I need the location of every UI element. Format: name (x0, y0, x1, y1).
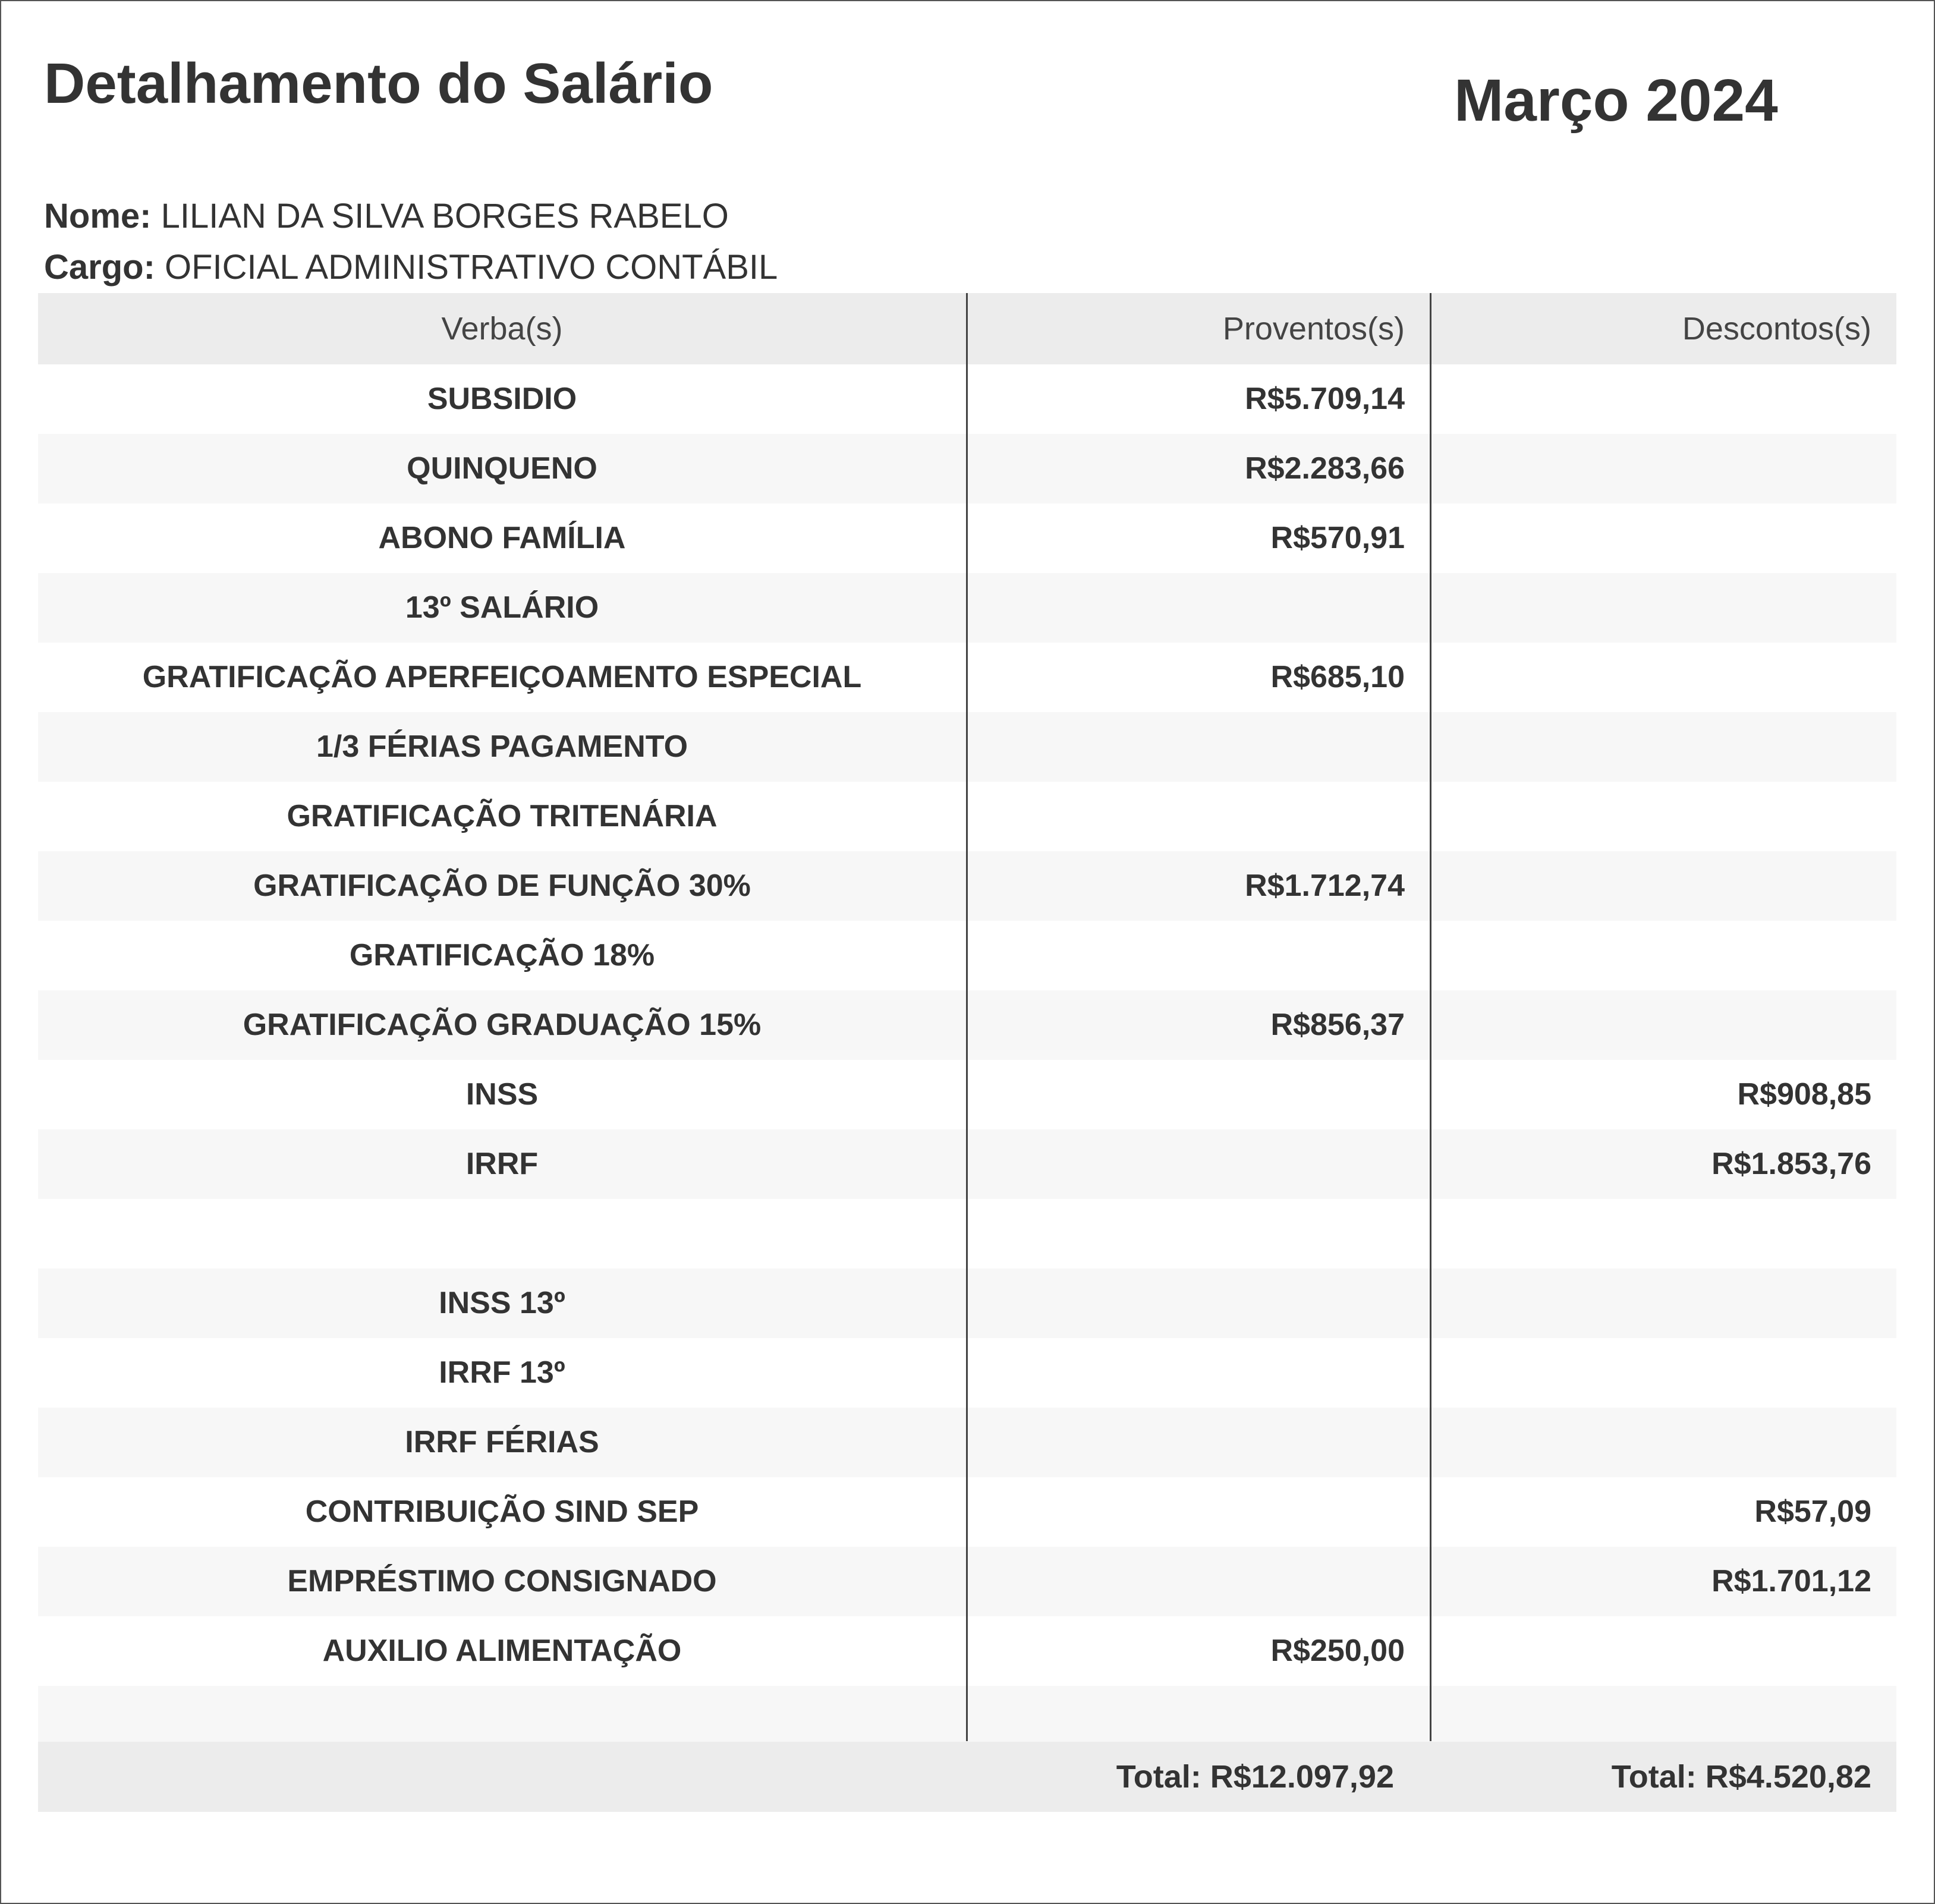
cell-provento: R$5.709,14 (1245, 382, 1405, 416)
total-descontos: Total: R$4.520,82 (1611, 1759, 1871, 1795)
cell-verba: IRRF FÉRIAS (405, 1425, 599, 1459)
cell-desconto (1430, 1408, 1896, 1477)
cell-verba: INSS 13º (439, 1286, 565, 1320)
cell-provento: R$250,00 (1270, 1634, 1405, 1668)
role-label: Cargo: (44, 248, 155, 287)
cell-verba: ABONO FAMÍLIA (378, 521, 626, 555)
cell-verba: GRATIFICAÇÃO APERFEIÇOAMENTO ESPECIAL (142, 660, 862, 694)
column-divider (966, 293, 968, 1741)
cell-desconto (1430, 1338, 1896, 1408)
cell-desconto: R$908,85 (1737, 1077, 1871, 1112)
cell-desconto (1430, 851, 1896, 921)
cell-desconto: R$57,09 (1754, 1494, 1871, 1529)
cell-verba: 1/3 FÉRIAS PAGAMENTO (316, 729, 688, 764)
cell-verba: QUINQUENO (407, 451, 597, 486)
cell-provento (966, 1269, 1430, 1338)
cell-verba: GRATIFICAÇÃO 18% (349, 938, 655, 973)
cell-verba: GRATIFICAÇÃO GRADUAÇÃO 15% (243, 1008, 762, 1042)
cell-desconto (1430, 643, 1896, 712)
cell-provento: R$570,91 (1270, 521, 1405, 555)
cell-provento (966, 1547, 1430, 1616)
total-proventos: Total: R$12.097,92 (1116, 1759, 1394, 1795)
cell-verba: IRRF (465, 1147, 539, 1181)
name-value: LILIAN DA SILVA BORGES RABELO (161, 197, 729, 235)
period-label: Março 2024 (1454, 67, 1778, 134)
cell-desconto (1430, 1616, 1896, 1686)
cell-verba: EMPRÉSTIMO CONSIGNADO (287, 1564, 717, 1598)
cell-verba: GRATIFICAÇÃO DE FUNÇÃO 30% (253, 868, 751, 903)
cell-provento: R$856,37 (1270, 1008, 1405, 1042)
cell-verba: SUBSIDIO (427, 382, 577, 416)
cell-desconto (1430, 1269, 1896, 1338)
cell-provento (966, 1199, 1430, 1269)
cell-verba: GRATIFICAÇÃO TRITENÁRIA (287, 799, 718, 833)
role-value: OFICIAL ADMINISTRATIVO CONTÁBIL (165, 248, 778, 287)
cell-provento (966, 1338, 1430, 1408)
cell-verba: 13º SALÁRIO (405, 590, 599, 625)
cell-provento (966, 782, 1430, 851)
employee-name (44, 196, 729, 236)
cell-desconto: R$1.701,12 (1711, 1564, 1871, 1598)
column-header-descontos: Descontos(s) (1682, 311, 1871, 347)
cell-provento (966, 921, 1430, 990)
cell-verba (38, 1199, 966, 1269)
cell-desconto (1430, 782, 1896, 851)
cell-provento: R$1.712,74 (1245, 868, 1405, 903)
name-label: Nome: (44, 197, 152, 235)
cell-desconto (1430, 921, 1896, 990)
column-header-verba: Verba(s) (441, 311, 563, 347)
cell-provento (966, 1477, 1430, 1547)
cell-provento (966, 1408, 1430, 1477)
column-divider (1430, 293, 1431, 1741)
cell-provento (966, 573, 1430, 643)
employee-role (44, 247, 778, 287)
cell-desconto (1430, 364, 1896, 434)
column-header-proventos: Proventos(s) (1222, 311, 1405, 347)
cell-desconto (1430, 503, 1896, 573)
table-footer (38, 1742, 1896, 1812)
cell-provento: R$2.283,66 (1245, 451, 1405, 486)
cell-desconto (1430, 712, 1896, 782)
cell-desconto (1430, 573, 1896, 643)
cell-verba: INSS (465, 1077, 539, 1112)
cell-desconto (1430, 990, 1896, 1060)
cell-provento (966, 1129, 1430, 1199)
cell-desconto (1430, 434, 1896, 503)
cell-desconto: R$1.853,76 (1711, 1147, 1871, 1181)
page-title: Detalhamento do Salário (44, 52, 713, 115)
cell-provento (966, 1060, 1430, 1129)
cell-desconto (1430, 1199, 1896, 1269)
cell-verba: AUXILIO ALIMENTAÇÃO (322, 1634, 682, 1668)
cell-verba: IRRF 13º (439, 1355, 565, 1390)
cell-provento: R$685,10 (1270, 660, 1405, 694)
cell-provento (966, 712, 1430, 782)
cell-verba: CONTRIBUIÇÃO SIND SEP (305, 1494, 699, 1529)
